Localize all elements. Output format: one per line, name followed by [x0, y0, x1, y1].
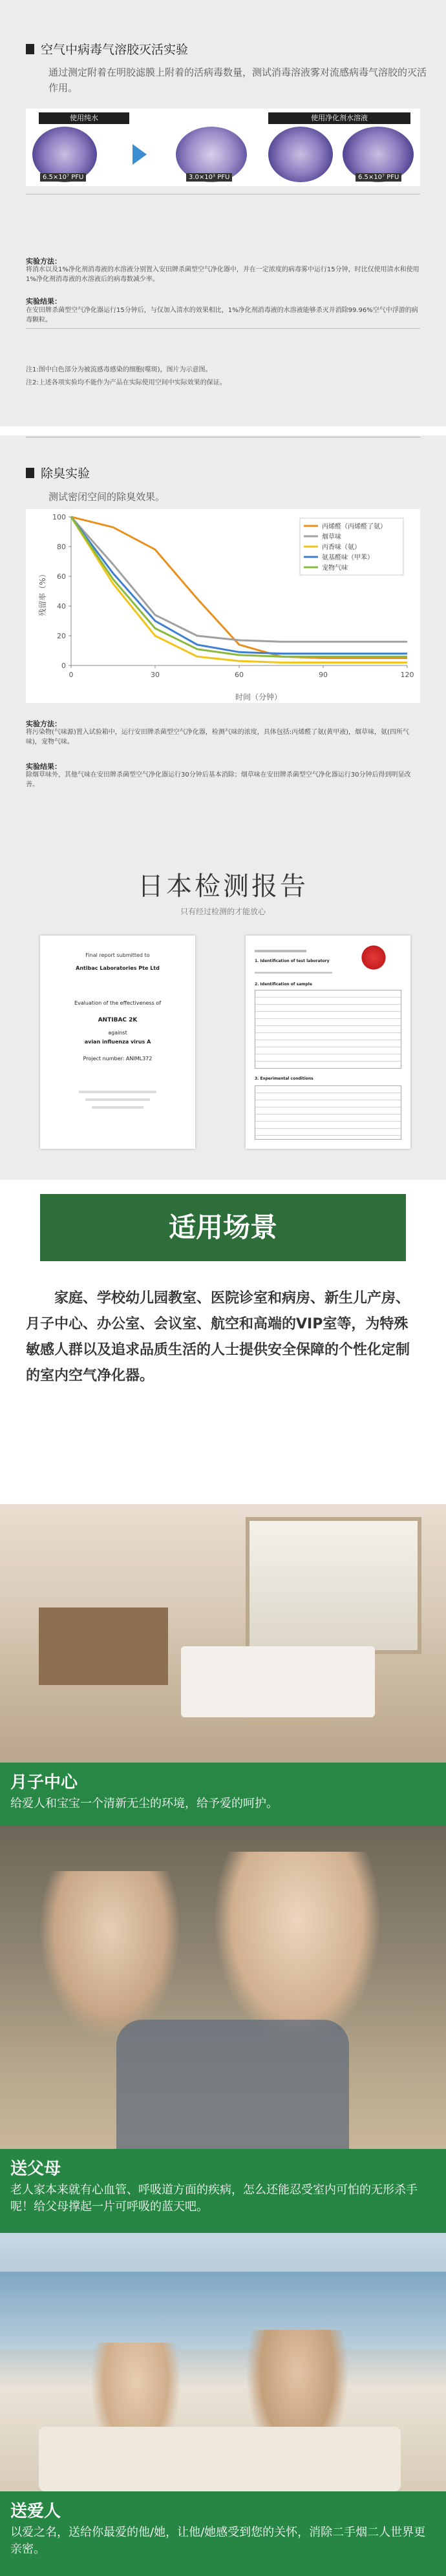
doc2-heading-1: 1. Identification of test laboratory [255, 959, 330, 963]
x-tick-label: 120 [400, 671, 414, 679]
section2-title: 除臭实验 [26, 464, 90, 481]
x-tick-label: 60 [235, 671, 244, 679]
scene-caption-parents [0, 2149, 446, 2233]
note-2: 注2:上述各项实验均不能作为产品在实际使用空间中实际效果的保证。 [26, 379, 226, 386]
scene-title: 月子中心 [10, 1773, 78, 1792]
certification-seal-icon [359, 945, 388, 970]
dish-label-solution: 使用净化剂水溶液 [268, 112, 410, 124]
result-text-1: 在安田牌杀菌型空气净化器运行15分钟后，与仅加入清水的效果相比，1%净化剂消毒液的水溶液能够杀灭并消除99.96%空气中浮游的病毒颗粒。 [26, 307, 418, 324]
x-tick-label: 0 [69, 671, 74, 679]
report-document-1 [40, 936, 195, 1149]
section-marker-icon [26, 44, 34, 54]
result-title-1: 实验结果： [26, 297, 61, 306]
scene-desc: 老人家本来就有心血管、呼吸道方面的疾病，怎么还能忍受室内可怕的无形杀手呢！给父母撑起一片可呼吸的蓝天吧。 [10, 2183, 418, 2214]
scenes-intro: 家庭、学校幼儿园教室、医院诊室和病房、新生儿产房、月子中心、办公室、会议室、航空和高端的VIP室等，为特殊敏感人群以及追求品质生活的人士提供安全保障的个性化定制的室内空气净化器。 [26, 1290, 410, 1384]
section2-desc: 测试密闭空间的除臭效果。 [48, 491, 165, 503]
clothing-shape [116, 2020, 349, 2149]
scene-title: 送父母 [10, 2159, 61, 2179]
furniture-shape [39, 1607, 168, 1685]
method-title-1: 实验方法： [26, 257, 61, 266]
y-tick-label: 80 [57, 543, 66, 551]
arrow-right-icon [133, 144, 147, 165]
y-tick-label: 20 [57, 632, 66, 640]
scene-photo-maternity [0, 1504, 446, 1763]
y-tick-label: 60 [57, 572, 66, 581]
legend-label: 丙香味（氨） [322, 544, 361, 551]
section-gap [0, 426, 446, 435]
legend-label: 丙烯醛（丙烯醛了氨） [322, 523, 387, 530]
dish-label-water: 使用纯水 [39, 112, 129, 124]
petri-dish-panel [26, 109, 420, 186]
doc1-company: Antibac Laboratories Pte Ltd [76, 965, 160, 971]
scene-desc: 给爱人和宝宝一个清新无尘的环境，给予爱的呵护。 [10, 1797, 278, 1810]
section1-title: 空气中病毒气溶胶灭活实验 [26, 40, 188, 58]
divider [26, 328, 420, 329]
y-tick-label: 40 [57, 602, 66, 611]
legend-label: 宠物气味 [322, 565, 348, 572]
doc1-header: Final report submitted to [85, 952, 150, 958]
window-shape [246, 1517, 421, 1654]
scenes-banner: 适用场景 [40, 1194, 406, 1261]
scene-desc: 以爱之名，送给你最爱的他/她，让他/她感受到您的关怀，消除二手烟二人世界更亲密。 [10, 2526, 426, 2556]
result-text-2: 除烟草味外，其他气味在安田牌杀菌型空气净化器运行30分钟后基本消除；烟草味在安田牌杀菌型空气净化器运行30分钟后得到明显改善。 [26, 771, 411, 788]
doc1-product: ANTIBAC 2K [98, 1017, 138, 1023]
doc-text-line [92, 1106, 143, 1109]
legend-label: 烟草味 [322, 534, 341, 541]
method-title-2: 实验方法： [26, 720, 61, 728]
doc1-title: Evaluation of the effectiveness of [74, 1000, 162, 1006]
pfu-label-1: 6.5×10⁷ PFU [40, 173, 86, 182]
sea-window-shape [0, 2272, 446, 2349]
sample-table [255, 990, 401, 1069]
scene-photo-parents [0, 1826, 446, 2149]
person-shape [213, 1852, 381, 2046]
bed-shape [181, 1646, 375, 1717]
pfu-label-3: 6.5×10⁷ PFU [356, 173, 401, 182]
doc2-heading-2: 2. Identification of sample [255, 982, 312, 987]
x-tick-label: 30 [151, 671, 160, 679]
chart-ylabel: 残留率（%） [38, 570, 47, 616]
doc1-project: Project number: ANIML372 [83, 1056, 153, 1062]
report-title: 日本检测报告 [138, 872, 308, 901]
doc-text-line [85, 1098, 150, 1101]
scene-photo-couple [0, 2233, 446, 2491]
method-text-1: 将消水以及1%净化剂消毒液的水溶液分别置入安田牌杀菌型空气净化器中，并在一定浓度的病毒雾中运行15分钟，时比仅使用清水和使用1%净化剂消毒液的水溶液后的病毒数减少率。 [26, 266, 419, 283]
scene-caption-couple [0, 2491, 446, 2576]
doc-text-line [255, 950, 306, 952]
petri-dish-3 [268, 127, 333, 182]
doc1-against: against [108, 1030, 127, 1036]
result-title-2: 实验结果： [26, 762, 61, 771]
pfu-label-2: 3.0×10³ PFU [186, 173, 232, 182]
note-1: 注1:图中白色部分为被流感毒感染的细胞(噬斑)，图片为示意图。 [26, 366, 212, 373]
legend-label: 氨基醛味（甲苯） [322, 554, 374, 561]
section1-desc: 通过测定附着在明胶滤膜上附着的活病毒数量，测试消毒溶液雾对流感病毒气溶胶的灭活作用。 [48, 67, 427, 94]
report-subtitle: 只有经过检测的才能放心 [180, 907, 266, 916]
scene-title: 送爱人 [10, 2502, 61, 2521]
doc-text-line [255, 972, 332, 974]
chart-svg [26, 509, 420, 703]
doc2-heading-3: 3. Experimental conditions [255, 1076, 313, 1081]
sofa-shape [39, 2427, 401, 2491]
y-tick-label: 0 [61, 662, 66, 670]
y-tick-label: 100 [52, 513, 66, 521]
chart-xlabel: 时间（分钟） [235, 693, 282, 702]
scene-caption-maternity [0, 1763, 446, 1826]
doc-text-line [79, 1091, 156, 1093]
method-text-2: 将污染物(气味源)置入试验箱中，运行安田牌杀菌型空气净化器，检测气味的浓度，具体包括:丙烯醛了氨(黄甲液)，烟草味，氨(四所气味)，宠物气味。 [26, 729, 409, 746]
report-document-2 [246, 936, 410, 1149]
deodorize-chart [26, 509, 420, 703]
section-marker-icon [26, 468, 34, 478]
x-tick-label: 90 [319, 671, 328, 679]
conditions-table [255, 1085, 401, 1140]
doc1-virus: avian influenza virus A [84, 1039, 151, 1045]
person-shape [39, 1871, 181, 2039]
